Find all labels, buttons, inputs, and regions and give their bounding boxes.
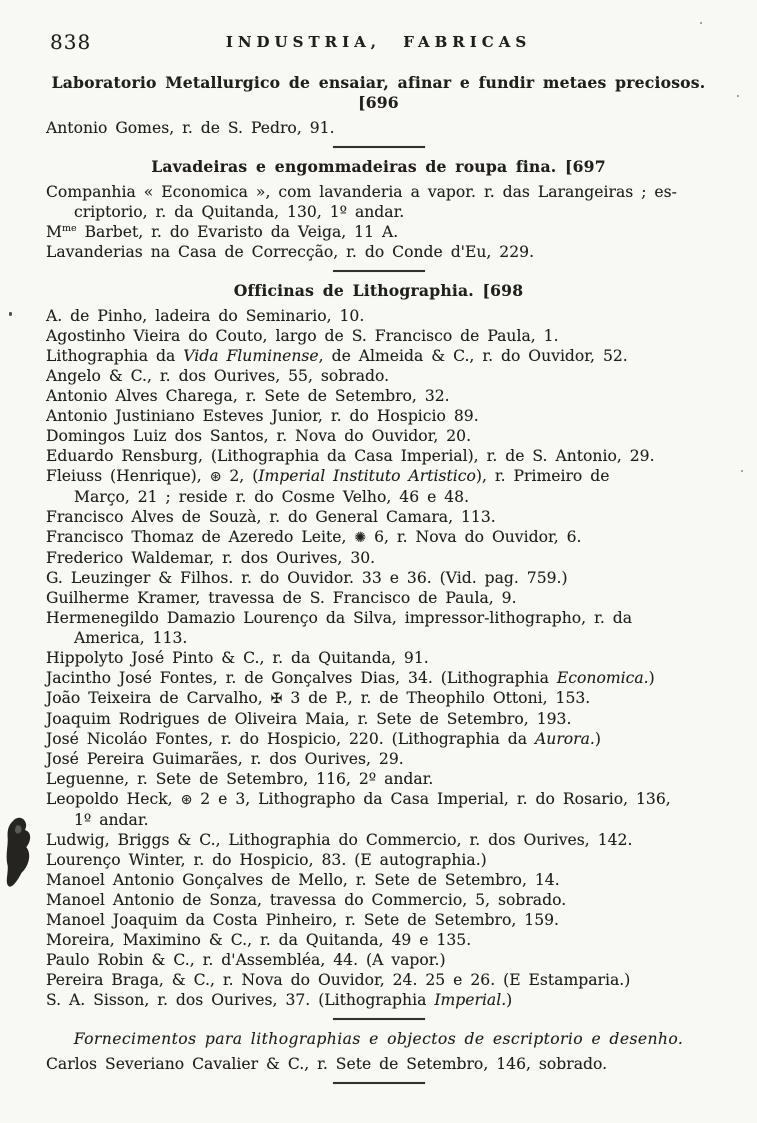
entry-text: Imperial. (434, 991, 507, 1009)
entry-text: Lithographia da (46, 347, 184, 365)
section-divider (333, 270, 425, 272)
directory-entry (46, 548, 717, 568)
directory-entry (46, 527, 717, 548)
entry-text: Paulo Robin & C., r. d'Assembléa, 44. (A vapor.) (46, 951, 446, 969)
directory-entry (46, 930, 717, 950)
directory-entry (46, 769, 717, 789)
entry-text: João Teixeira de Carvalho, (46, 689, 271, 707)
entry-text: Moreira, Maximino & C., r. da Quitanda, 49 e 135. (46, 931, 472, 949)
section-heading: Laboratorio Metallurgico de ensaiar, afinar e fundir metaes preciosos. [696 (51, 73, 706, 112)
directory-entry (46, 688, 717, 709)
directory-entry (46, 729, 717, 749)
entry-text: Companhia « Economica », com lavanderia a vapor. r. das Larangeiras ; es- (46, 183, 677, 201)
directory-entry (46, 749, 717, 769)
directory-entry (46, 608, 717, 648)
entry-text: Antonio Alves Charega, r. Sete de Setembro, 32. (46, 387, 450, 405)
entry-text: 3 de P., r. de Theophilo Ottoni, 153. (282, 689, 591, 707)
entry-text: Barbet, r. do Evaristo da Veiga, 11 A. (76, 223, 399, 241)
directory-entry (46, 466, 717, 507)
entry-text: Eduardo Rensburg, (Lithographia da Casa Imperial), r. de S. Antonio, 29. (46, 447, 655, 465)
entry-text: me (61, 222, 77, 234)
entry-text: G. Leuzinger & Filhos. r. do Ouvidor. 33 e 36. (Vid. pag. 759.) (46, 569, 568, 587)
entry-text: Angelo & C., r. dos Ourives, 55, sobrado. (46, 367, 390, 385)
medal-icon: ⊛ (180, 792, 193, 808)
directory-section (0, 73, 757, 148)
entry-text: , de Almeida & C., r. do Ouvidor, 52. (318, 347, 628, 365)
entry-text: Manoel Antonio de Sonza, travessa do Commercio, 5, sobrado. (46, 891, 567, 909)
entry-text: Leopoldo Heck, (46, 790, 181, 808)
medal-icon: ⊛ (209, 469, 222, 485)
entry-text: Março, 21 ; reside r. do Cosme Velho, 46 e 48. (74, 488, 470, 506)
section-heading: Lavadeiras e engommadeiras de roupa fina. [697 (151, 157, 606, 176)
directory-entry (46, 222, 717, 242)
entry-text: Carlos Severiano Cavalier & C., r. Sete de Setembro, 146, sobrado. (46, 1055, 608, 1073)
entry-text: Antonio Gomes, r. de S. Pedro, 91. (46, 119, 335, 137)
directory-section (0, 281, 757, 1020)
entry-text: Joaquim Rodrigues de Oliveira Maia, r. Sete de Setembro, 193. (46, 710, 572, 728)
section-heading: Officinas de Lithographia. [698 (233, 281, 524, 300)
directory-entry (46, 326, 717, 346)
entry-text: Lourenço Winter, r. do Hospicio, 83. (E autographia.) (46, 851, 487, 869)
entry-text: Vida Fluminense (183, 347, 319, 365)
paper-speck (700, 22, 702, 24)
entry-text: Hippolyto José Pinto & C., r. da Quitanda, 91. (46, 649, 429, 667)
section-divider (333, 1018, 425, 1020)
entry-text: ) (506, 991, 513, 1009)
directory-entry (46, 870, 717, 890)
directory-entry (46, 950, 717, 970)
entry-text: ), r. Primeiro de (475, 467, 610, 485)
entry-text: Agostinho Vieira do Couto, largo de S. Francisco de Paula, 1. (46, 327, 559, 345)
directory-entry (46, 830, 717, 850)
directory-entry (46, 118, 717, 138)
directory-entry (46, 709, 717, 729)
entry-text: 2 e 3, Lithographo da Casa Imperial, r. do Rosario, 136, (192, 790, 671, 808)
directory-section (0, 1029, 757, 1084)
directory-entry (46, 910, 717, 930)
ink-smudge-icon (4, 815, 43, 896)
entry-text: Pereira Braga, & C., r. Nova do Ouvidor, 24. 25 e 26. (E Estamparia.) (46, 971, 631, 989)
directory-sections (0, 73, 757, 1084)
directory-entry (46, 507, 717, 527)
directory-entry (46, 990, 717, 1010)
entry-text: Aurora. (535, 730, 595, 748)
directory-entry (46, 890, 717, 910)
directory-entry (46, 406, 717, 426)
entry-text: S. A. Sisson, r. dos Ourives, 37. (Lithographia (46, 991, 435, 1009)
section-divider (333, 146, 425, 148)
paper-speck (9, 312, 12, 316)
rosette-icon: ✺ (354, 530, 367, 546)
directory-entry (46, 346, 717, 366)
entry-text: Fleiuss (Henrique), (46, 467, 210, 485)
entry-text: Francisco Alves de Souzà, r. do General Camara, 113. (46, 508, 496, 526)
directory-entry (46, 789, 717, 830)
entry-text: Domingos Luiz dos Santos, r. Nova do Ouvidor, 20. (46, 427, 472, 445)
directory-entry (46, 446, 717, 466)
paper-speck (741, 470, 743, 472)
cross-icon: ✠ (270, 691, 283, 707)
directory-entry (46, 1054, 717, 1074)
entry-text: 1º andar. (74, 811, 149, 829)
directory-entry (46, 242, 717, 262)
entry-text: Jacintho José Fontes, r. de Gonçalves Dias, 34. (Lithographia (46, 669, 557, 687)
directory-section (0, 157, 757, 272)
directory-entry (46, 182, 717, 222)
running-header: INDUSTRIA, FABRICAS (225, 33, 532, 51)
entry-text: America, 113. (74, 629, 188, 647)
entry-text: José Nicoláo Fontes, r. do Hospicio, 220. (Lithographia da (46, 730, 536, 748)
directory-entry (46, 588, 717, 608)
entry-text: Manoel Antonio Gonçalves de Mello, r. Sete de Setembro, 14. (46, 871, 560, 889)
entry-text: José Pereira Guimarães, r. dos Ourives, 29. (46, 750, 404, 768)
entry-text: ) (594, 730, 601, 748)
directory-entry (46, 366, 717, 386)
directory-entry (46, 306, 717, 326)
section-divider (333, 1082, 425, 1084)
entry-text: Lavanderias na Casa de Correcção, r. do Conde d'Eu, 229. (46, 243, 535, 261)
entry-text: Imperial Instituto Artistico (258, 467, 476, 485)
directory-entry (46, 426, 717, 446)
entry-text: Ludwig, Briggs & C., Lithographia do Commercio, r. dos Ourives, 142. (46, 831, 633, 849)
entry-text: Francisco Thomaz de Azeredo Leite, (46, 528, 355, 546)
directory-entry (46, 970, 717, 990)
directory-entry (46, 850, 717, 870)
directory-entry (46, 668, 717, 688)
directory-entry (46, 648, 717, 668)
entry-text: ) (648, 669, 655, 687)
paper-speck (737, 95, 739, 97)
entry-text: criptorio, r. da Quitanda, 130, 1º andar. (74, 203, 405, 221)
entry-text: A. de Pinho, ladeira do Seminario, 10. (46, 307, 365, 325)
entry-text: Manoel Joaquim da Costa Pinheiro, r. Sete de Setembro, 159. (46, 911, 560, 929)
entry-text: Leguenne, r. Sete de Setembro, 116, 2º andar. (46, 770, 434, 788)
directory-entry (46, 386, 717, 406)
entry-text: 2, ( (221, 467, 259, 485)
entry-text: 6, r. Nova do Ouvidor, 6. (366, 528, 582, 546)
page-header (0, 0, 757, 59)
section-heading: Fornecimentos para lithographias e objectos de escriptorio e desenho. (73, 1030, 684, 1048)
entry-text: Economica. (556, 669, 649, 687)
directory-entry (46, 568, 717, 588)
entry-text: Antonio Justiniano Esteves Junior, r. do Hospicio 89. (46, 407, 479, 425)
entry-text: Frederico Waldemar, r. dos Ourives, 30. (46, 549, 376, 567)
entry-text: M (46, 223, 62, 241)
entry-text: Guilherme Kramer, travessa de S. Francisco de Paula, 9. (46, 589, 517, 607)
page-number: 838 (50, 30, 92, 54)
entry-text: Hermenegildo Damazio Lourenço da Silva, impressor-lithographo, r. da (46, 609, 633, 627)
